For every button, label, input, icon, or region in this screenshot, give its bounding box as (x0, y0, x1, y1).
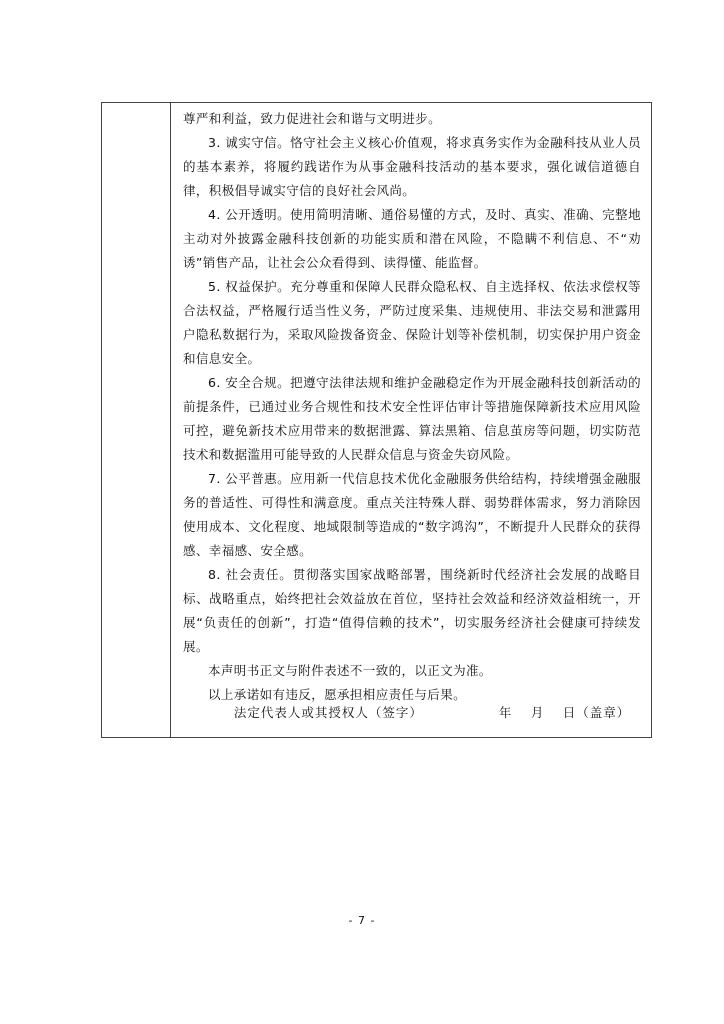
paragraph-inclusiveness: 7. 公平普惠。应用新一代信息技术优化金融服务供给结构，持续增强金融服务的普适性、可得性和满意度。重点关注特殊人群、弱势群体需求，努力消除因使用成本、文化程度、地域限制等造成的“数字鸿沟”，不断提升人民群众的获得感、幸福感、安全感。 (183, 471, 641, 558)
paragraph-security-compliance: 6. 安全合规。把遵守法律法规和维护金融稳定作为开展金融科技创新活动的前提条件，已通过业务合规性和技术安全性评估审计等措施保障新技术应用风险可控，避免新技术应用带来的数据泄露、算法黑箱、信息茧房等问题，切实防范技术和数据滥用可能导致的人民群众信息与资金失窃风险。 (183, 375, 641, 462)
paragraph-intro-tail: 尊严和利益，致力促进社会和谐与文明进步。 (183, 111, 442, 126)
table-content-column (172, 103, 651, 737)
paragraph-transparency: 4. 公开透明。使用简明清晰、通俗易懂的方式，及时、真实、准确、完整地主动对外披露金融科技创新的功能实质和潜在风险，不隐瞒不利信息、不“劝诱”销售产品，让社会公众看得到、读得懂、能监督。 (183, 207, 641, 270)
table-label-column (102, 103, 171, 737)
date-seal-field: 年 月 日（盖章） (498, 705, 631, 720)
paragraph-commitment: 以上承诺如有违反，愿承担相应责任与后果。 (208, 687, 467, 702)
paragraph-precedence-note: 本声明书正文与附件表述不一致的，以正文为准。 (208, 663, 492, 678)
signature-label: 法定代表人或其授权人（签字） (233, 705, 423, 720)
paragraph-social-responsibility: 8. 社会责任。贯彻落实国家战略部署，围绕新时代经济社会发展的战略目标、战略重点，始终把社会效益放在首位，坚持社会效益和经济效益相统一，开展“负责任的创新”，打造“值得信赖的技术”，切实服务经济社会健康可持续发展。 (183, 567, 641, 654)
paragraph-honesty: 3. 诚实守信。恪守社会主义核心价值观，将求真务实作为金融科技从业人员的基本素养，将履约践诺作为从事金融科技活动的基本要求，强化诚信道德自律，积极倡导诚实守信的良好社会风尚。 (183, 135, 641, 198)
declaration-table (101, 102, 652, 738)
page-number: - 7 - (348, 914, 376, 927)
paragraph-rights-protection: 5. 权益保护。充分尊重和保障人民群众隐私权、自主选择权、依法求偿权等合法权益，严格履行适当性义务，严防过度采集、违规使用、非法交易和泄露用户隐私数据行为，采取风险拨备资金、保险计划等补偿机制，切实保护用户资金和信息安全。 (183, 279, 641, 366)
signature-line (204, 688, 630, 736)
